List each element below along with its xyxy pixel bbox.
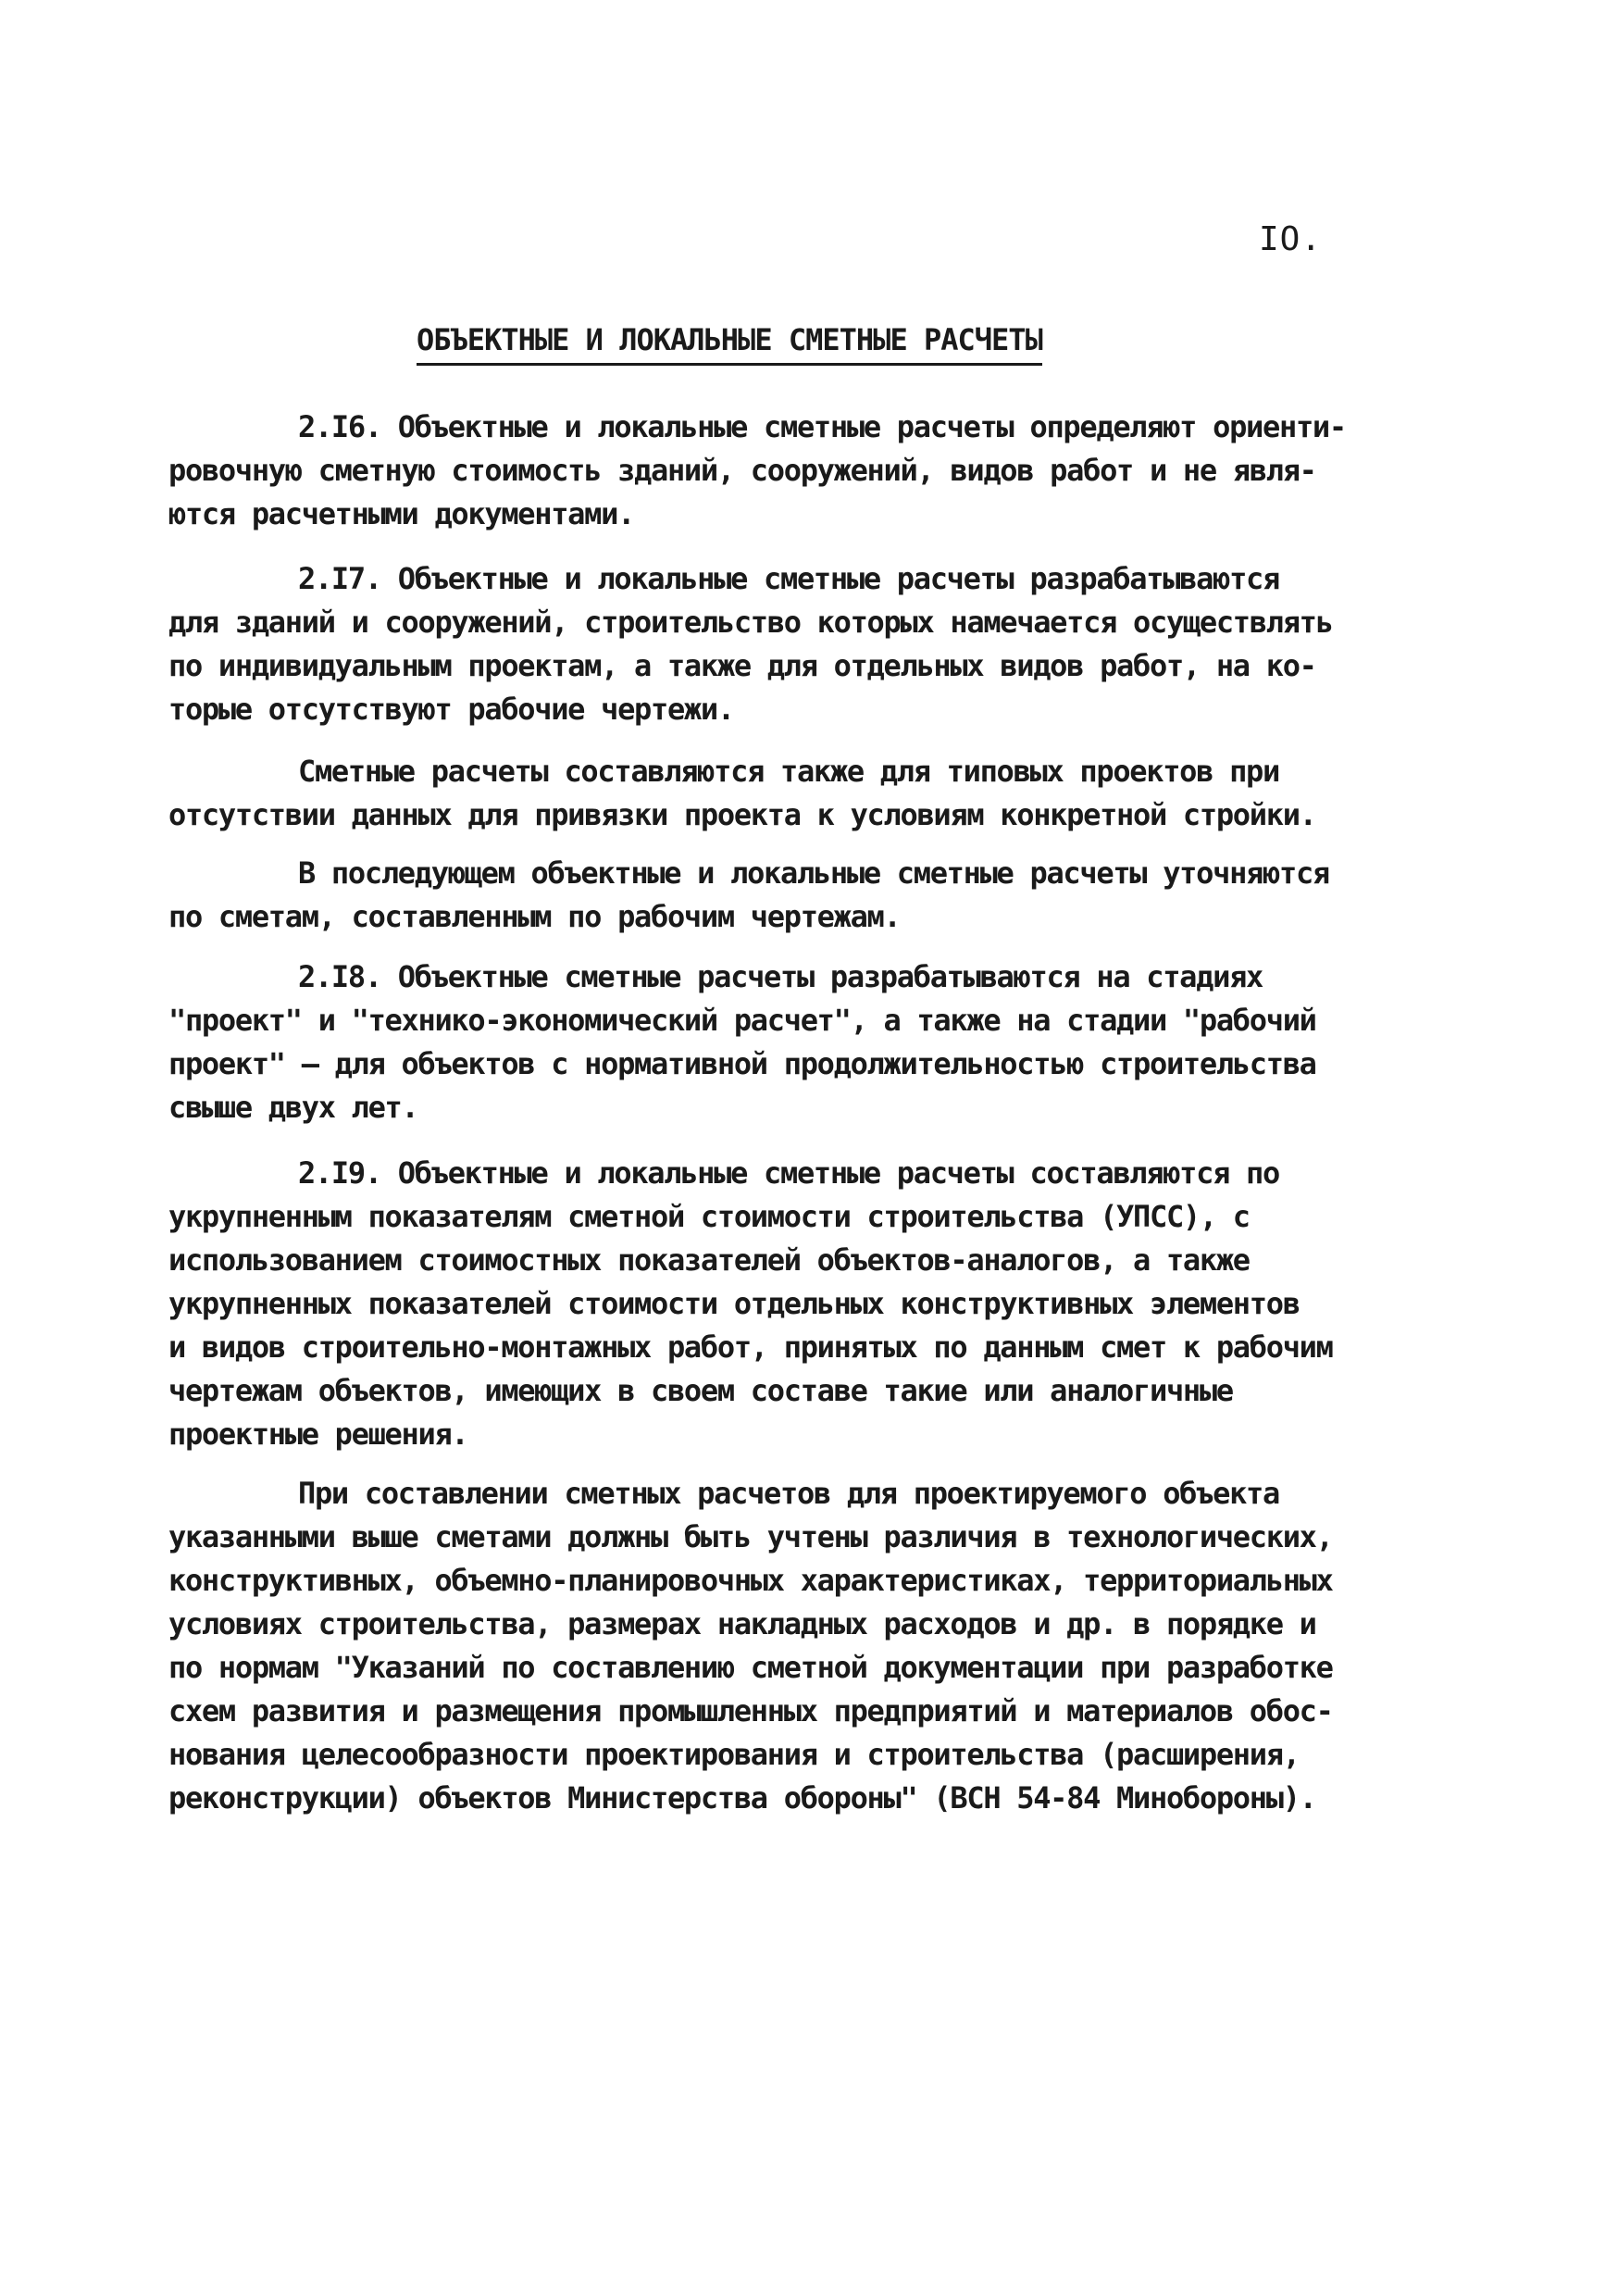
- paragraph-line: Сметные расчеты составляются также для типовых проектов при: [298, 754, 1279, 789]
- paragraph-line: ются расчетными документами.: [168, 496, 635, 531]
- paragraph-refinement: [168, 852, 1460, 939]
- paragraph-line: по сметам, составленным по рабочим чертежам.: [168, 899, 901, 934]
- paragraph-line: укрупненным показателям сметной стоимости строительства (УПСС), с: [168, 1199, 1250, 1234]
- paragraph-line: "проект" и "технико-экономический расчет", а также на стадии "рабочий: [168, 1003, 1316, 1038]
- paragraph-line: реконструкции) объектов Министерства обороны" (ВСН 54-84 Минобороны).: [168, 1780, 1316, 1816]
- page-number: IO.: [1259, 220, 1323, 258]
- paragraph-line: укрупненных показателей стоимости отдельных конструктивных элементов: [168, 1286, 1300, 1321]
- paragraph-line: 2.I7. Объектные и локальные сметные расчеты разрабатываются: [298, 561, 1279, 596]
- paragraph-line: проект" – для объектов с нормативной продолжительностью строительства: [168, 1046, 1316, 1081]
- paragraph-2-19: [168, 1152, 1460, 1456]
- paragraph-line: проектные решения.: [168, 1416, 468, 1452]
- paragraph-line: торые отсутствуют рабочие чертежи.: [168, 692, 734, 727]
- paragraph-line: отсутствии данных для привязки проекта к условиям конкретной стройки.: [168, 797, 1316, 832]
- paragraph-line: 2.I9. Объектные и локальные сметные расчеты составляются по: [298, 1155, 1279, 1191]
- paragraph-2-16: [168, 406, 1460, 536]
- paragraph-line: 2.I8. Объектные сметные расчеты разрабатываются на стадиях: [298, 959, 1263, 994]
- paragraph-2-18: [168, 955, 1460, 1129]
- paragraph-line: для зданий и сооружений, строительство которых намечается осуществлять: [168, 605, 1333, 640]
- paragraph-line: ровочную сметную стоимость зданий, сооружений, видов работ и не явля-: [168, 453, 1316, 488]
- paragraph-adjustments: [168, 1472, 1460, 1820]
- paragraph-line: и видов строительно-монтажных работ, принятых по данным смет к рабочим: [168, 1329, 1333, 1365]
- paragraph-line: нования целесообразности проектирования и строительства (расширения,: [168, 1737, 1300, 1772]
- paragraph-line: по нормам "Указаний по составлению сметной документации при разработке: [168, 1650, 1333, 1685]
- paragraph-typical-projects: [168, 750, 1460, 837]
- paragraph-line: В последующем объектные и локальные сметные расчеты уточняются: [298, 855, 1329, 891]
- paragraph-line: При составлении сметных расчетов для проектируемого объекта: [298, 1476, 1279, 1511]
- section-heading: ОБЪЕКТНЫЕ И ЛОКАЛЬНЫЕ СМЕТНЫЕ РАСЧЕТЫ: [417, 322, 1042, 366]
- paragraph-line: схем развития и размещения промышленных предприятий и материалов обос-: [168, 1693, 1333, 1728]
- paragraph-line: 2.I6. Объектные и локальные сметные расчеты определяют ориенти-: [298, 409, 1346, 444]
- paragraph-line: чертежам объектов, имеющих в своем составе такие или аналогичные: [168, 1373, 1233, 1408]
- paragraph-line: свыше двух лет.: [168, 1090, 418, 1125]
- paragraph-line: конструктивных, объемно-планировочных характеристиках, территориальных: [168, 1563, 1333, 1598]
- paragraph-2-17: [168, 557, 1460, 731]
- paragraph-line: указанными выше сметами должны быть учтены различия в технологических,: [168, 1519, 1333, 1554]
- paragraph-line: условиях строительства, размерах накладных расходов и др. в порядке и: [168, 1606, 1316, 1641]
- paragraph-line: по индивидуальным проектам, а также для отдельных видов работ, на ко-: [168, 648, 1316, 683]
- paragraph-line: использованием стоимостных показателей объектов-аналогов, а также: [168, 1242, 1250, 1278]
